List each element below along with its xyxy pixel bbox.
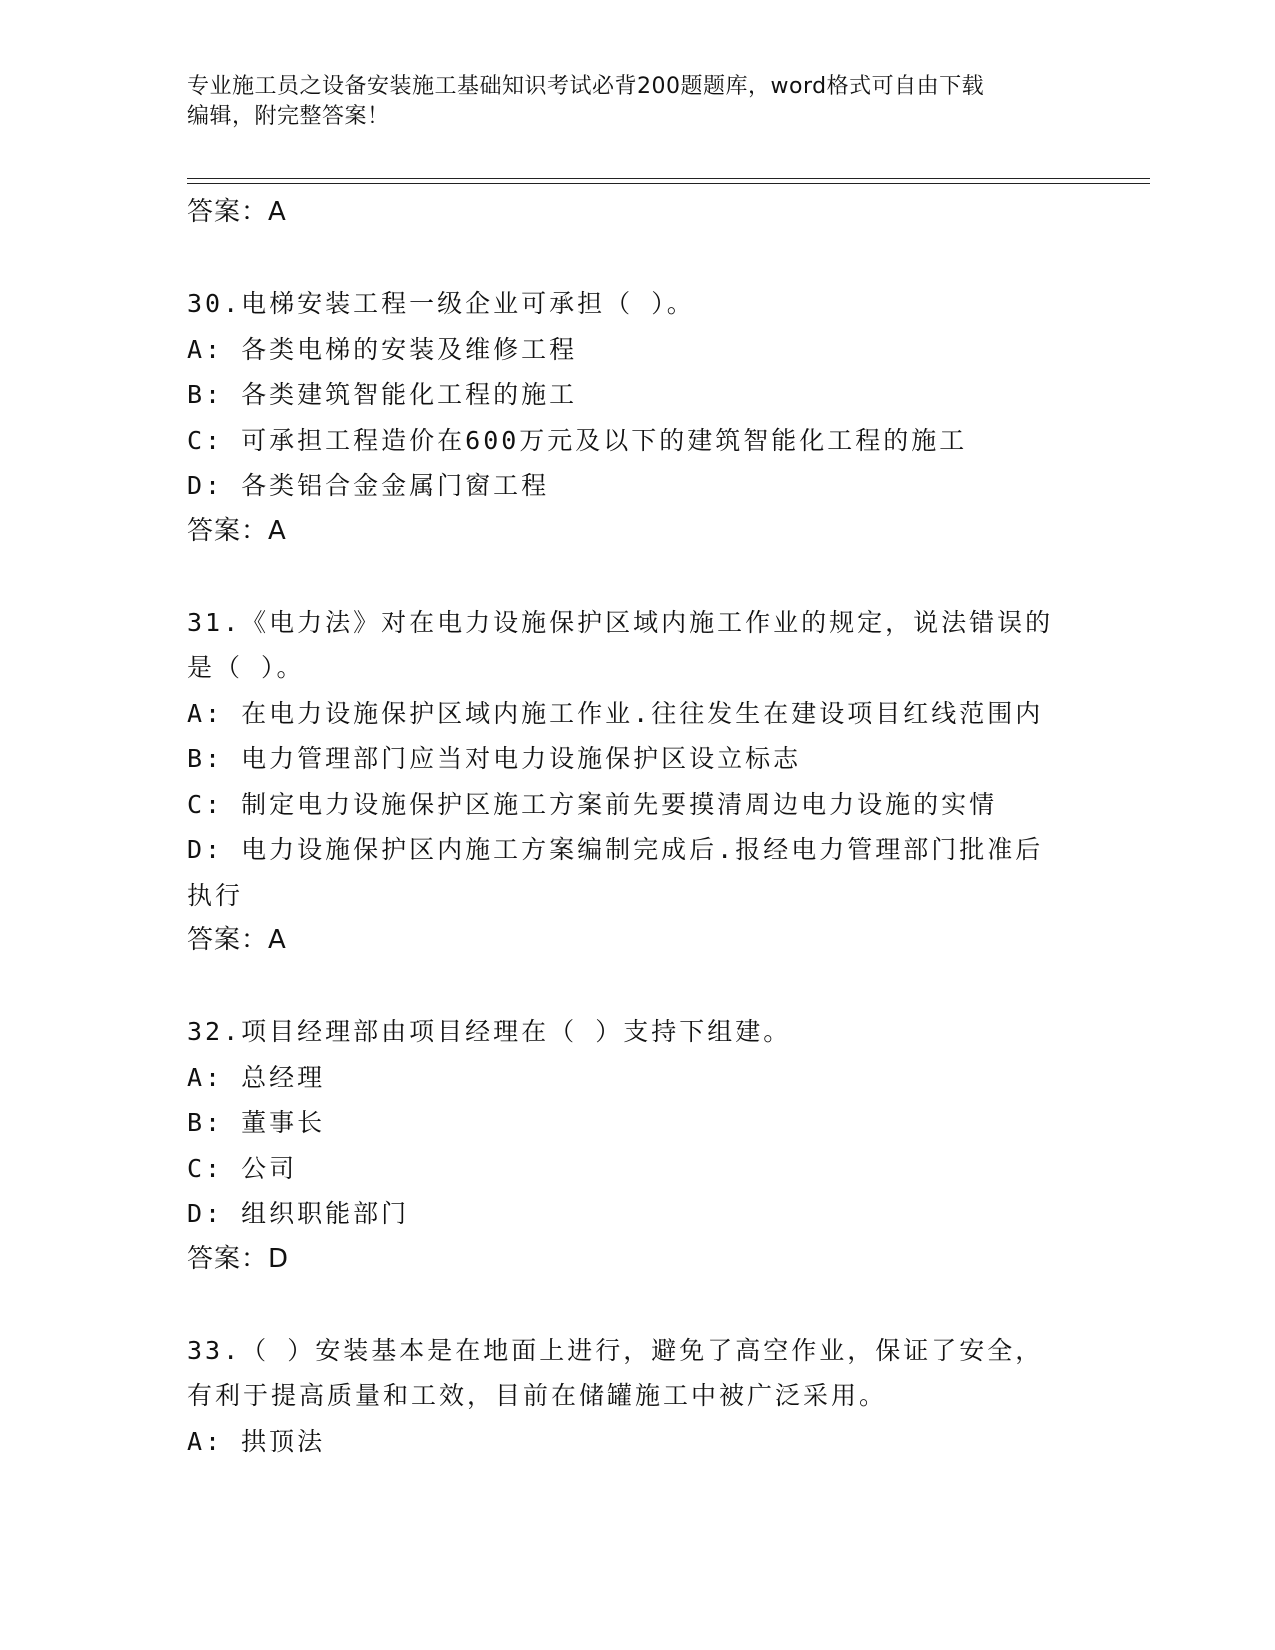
option-b: B: 各类建筑智能化工程的施工 xyxy=(187,380,578,409)
question-list xyxy=(187,190,1087,1464)
question-stem: 33.（ ）安装基本是在地面上进行，避免了高空作业，保证了安全， xyxy=(187,1335,1044,1365)
spacer xyxy=(187,1282,1087,1328)
option-a: A: 拱顶法 xyxy=(187,1426,326,1456)
option-d-continued: 执行 xyxy=(187,880,244,910)
answer: 答案：A xyxy=(187,925,287,955)
question-stem: 30.电梯安装工程一级企业可承担（ ）。 xyxy=(187,289,695,318)
question-32 xyxy=(187,1009,1087,1282)
question-stem: 32.项目经理部由项目经理在（ ）支持下组建。 xyxy=(187,1017,792,1046)
option-c: C: 公司 xyxy=(187,1153,298,1183)
option-b: B: 电力管理部门应当对电力设施保护区设立标志 xyxy=(187,744,802,773)
option-d: D: 组织职能部门 xyxy=(187,1199,410,1228)
option-d: D: 各类铝合金金属门窗工程 xyxy=(187,471,550,500)
option-d: D: 电力设施保护区内施工方案编制完成后.报经电力管理部门批准后 xyxy=(187,835,1044,864)
option-c: C: 可承担工程造价在600万元及以下的建筑智能化工程的施工 xyxy=(187,425,968,455)
question-stem-continued: 是（ ）。 xyxy=(187,653,305,682)
header-divider xyxy=(187,178,1150,184)
question-31 xyxy=(187,600,1087,964)
spacer xyxy=(187,236,1087,282)
document-header xyxy=(187,72,1067,132)
option-c: C: 制定电力设施保护区施工方案前先要摸清周边电力设施的实情 xyxy=(187,789,998,819)
option-a: A: 总经理 xyxy=(187,1062,326,1092)
question-stem-continued: 有利于提高质量和工效，目前在储罐施工中被广泛采用。 xyxy=(187,1381,888,1410)
question-stem: 31.《电力法》对在电力设施保护区域内施工作业的规定，说法错误的 xyxy=(187,607,1054,637)
option-a: A: 在电力设施保护区域内施工作业.往往发生在建设项目红线范围内 xyxy=(187,698,1044,728)
spacer xyxy=(187,964,1087,1010)
header-line-1: 专业施工员之设备安装施工基础知识考试必背200题题库，word格式可自由下载 xyxy=(187,74,985,99)
answer-29: 答案：A xyxy=(187,197,287,227)
question-30 xyxy=(187,281,1087,554)
answer: 答案：A xyxy=(187,515,287,546)
header-line-2: 编辑，附完整答案！ xyxy=(187,104,390,129)
question-33 xyxy=(187,1328,1087,1465)
spacer xyxy=(187,554,1087,600)
option-b: B: 董事长 xyxy=(187,1108,326,1137)
answer: 答案：D xyxy=(187,1243,290,1274)
option-a: A: 各类电梯的安装及维修工程 xyxy=(187,334,578,364)
